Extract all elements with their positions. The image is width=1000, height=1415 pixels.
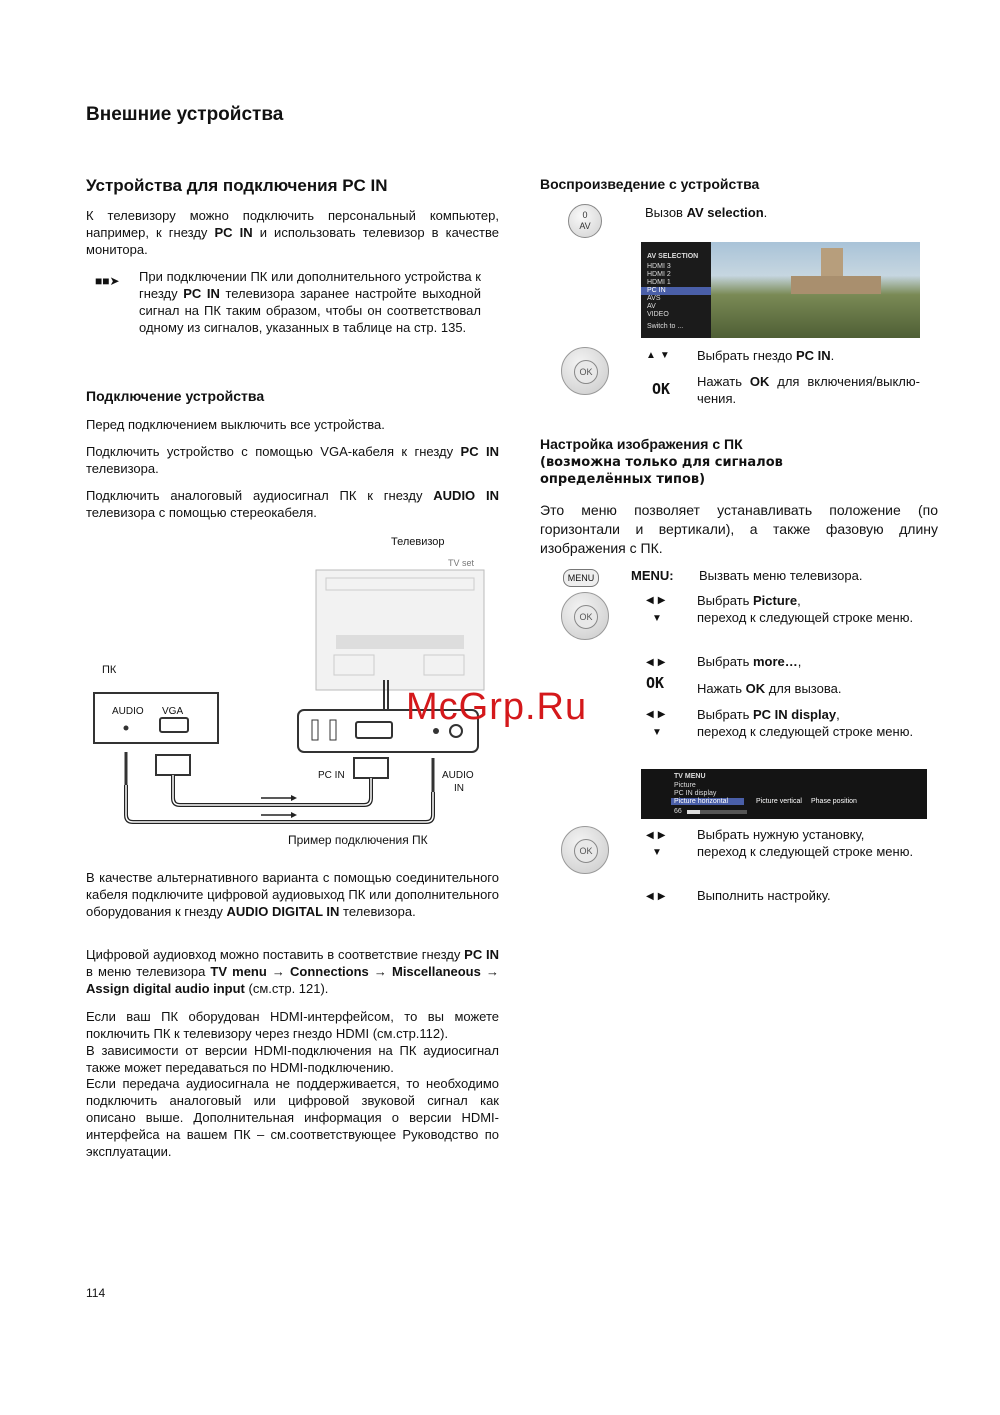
av-menu-footer: Switch to ...: [647, 323, 684, 330]
image-setup-subtitle-2: определённых типов): [540, 472, 706, 487]
paragraph-hdmi-1: Если ваш ПК оборудован HDMI-интерфейсом, то вы можете поключить ПК к телевизору через гнездо HDMI (см.стр.112).: [86, 1009, 499, 1041]
paragraph-hdmi-3: Если передача аудиосигнала не поддерживается, то необходимо подключить аналоговый или цифровой звуковой сигнал как описано выше. Дополнительная информация о версии HDMI-интерфейса на вашем ПК – см.соответствующее Руководство по эксплуатации.: [86, 1076, 499, 1159]
down-arrow-icon: ▼: [652, 613, 666, 624]
tv-menu-slider-fill: [687, 810, 700, 814]
av-menu-item[interactable]: HDMI 3: [647, 263, 671, 270]
navigation-pad-icon: [561, 592, 609, 640]
paragraph-assign-audio: Цифровой аудиовход можно поставить в соответствие гнезду PC IN в меню телевизора TV menu → Connections → Miscellaneous → Assign digital audio input (см.стр. 121).: [86, 947, 499, 996]
image-setup-description: Это меню позволяет устанавливать положение (по горизонтали и вертикали), а также фазовую длину изображения с ПК.: [540, 502, 938, 556]
av-menu-item[interactable]: HDMI 1: [647, 279, 671, 286]
left-right-arrows-icon: ◀▶: [646, 595, 670, 606]
section-title-pc-in: Устройства для подключения PC IN: [86, 176, 388, 195]
left-right-arrows-icon: ◀▶: [646, 830, 670, 841]
call-av-selection: Вызов AV selection.: [645, 205, 768, 220]
ok-key-label: OK: [646, 674, 665, 692]
apply-setting: Выполнить настройку.: [697, 888, 831, 903]
paragraph-hdmi-2: В зависимости от версии HDMI-подключения на ПК аудиосигнал также может передаваться по HDMI-подключению.: [86, 1043, 499, 1075]
ok-navigation-pad-icon: [561, 347, 609, 395]
tv-audio-in-label-2: IN: [454, 783, 464, 794]
press-ok-call: Нажать OK для вызова.: [697, 681, 842, 696]
navigation-pad-icon: [561, 826, 609, 874]
left-right-arrows-icon: ◀▶: [646, 891, 670, 902]
select-pc-in: Выбрать гнездо PC IN.: [697, 348, 835, 363]
press-ok-toggle: Нажать OK для включения/выключения.: [697, 374, 920, 406]
paragraph-power-off: Перед подключением выключить все устройства.: [86, 417, 385, 432]
watermark: McGrp.Ru: [406, 686, 588, 728]
play-title: Воспроизведение с устройства: [540, 176, 760, 192]
intro-paragraph: К телевизору можно подключить персональный компьютер, например, к гнезду PC IN и использовать телевизор в качестве монитора.: [86, 208, 499, 257]
page-number: 114: [86, 1286, 106, 1300]
note-paragraph: При подключении ПК или дополнительного устройства к гнезду PC IN телевизора заранее настройте выходной сигнал на ПК таким образом, чтобы он соответствовал одному из сигналов, указанных в таблице на стр. 135.: [139, 269, 481, 335]
tv-set-label: TV set: [448, 558, 475, 568]
tv-menu-pc-in-display[interactable]: PC IN display: [674, 790, 717, 797]
next-line-text-3: переход к следующей строке меню.: [697, 844, 914, 859]
tv-menu-screenshot: [641, 769, 927, 819]
down-arrow-icon: ▼: [652, 727, 666, 738]
pc-vga-label: VGA: [162, 706, 184, 717]
pc-label: ПК: [102, 664, 117, 676]
av-menu-item[interactable]: AV: [647, 303, 656, 310]
menu-call-text: Вызвать меню телевизора.: [699, 568, 863, 583]
ok-center-icon: OK: [574, 360, 598, 384]
av-button-icon: 0 AV: [568, 204, 602, 238]
pick-pc-in-display: Выбрать PC IN display,: [697, 707, 840, 722]
paragraph-digital-audio: В качестве альтернативного варианта с помощью соединительного кабеля подключите цифровой аудиовыход ПК или дополнительного оборудования к гнезду AUDIO DIGITAL IN телевизора.: [86, 870, 499, 919]
av-menu-item-selected[interactable]: PC IN: [641, 287, 711, 295]
tv-menu-value-slider[interactable]: [687, 810, 747, 814]
paragraph-audio: Подключить аналоговый аудиосигнал ПК к гнезду AUDIO IN телевизора с помощью стереокабеля.: [86, 488, 500, 520]
av-menu-item[interactable]: AVS: [647, 295, 661, 302]
av-menu-item[interactable]: HDMI 2: [647, 271, 671, 278]
tv-menu-picture[interactable]: Picture: [674, 782, 696, 789]
church-building: [791, 276, 881, 294]
pc-audio-label: AUDIO: [112, 706, 144, 717]
menu-button-icon: MENU: [563, 569, 599, 587]
image-setup-subtitle-1: (возможна только для сигналов: [540, 455, 783, 470]
ok-key-label: OK: [652, 380, 671, 398]
tv-label: Телевизор: [391, 536, 445, 548]
down-arrow-icon: ▼: [652, 847, 666, 858]
tv-menu-picture-horizontal[interactable]: Picture horizontal: [671, 798, 744, 805]
tv-menu-phase-position[interactable]: Phase position: [811, 798, 857, 805]
tv-pc-in-label: PC IN: [318, 770, 345, 781]
paragraph-vga: Подключить устройство с помощью VGA-кабеля к гнезду PC IN телевизора.: [86, 444, 499, 476]
pick-picture: Выбрать Picture,: [697, 593, 801, 608]
note-icon: ■■➤: [95, 274, 120, 288]
left-right-arrows-icon: ◀▶: [646, 657, 670, 668]
left-right-arrows-icon: ◀▶: [646, 709, 670, 720]
tv-audio-in-label-1: AUDIO: [442, 770, 474, 781]
image-setup-title: Настройка изображения с ПК: [540, 436, 743, 452]
tv-menu-picture-vertical[interactable]: Picture vertical: [756, 798, 802, 805]
ok-center-icon: OK: [574, 839, 598, 863]
pick-more: Выбрать more…,: [697, 654, 802, 669]
diagram-caption: Пример подключения ПК: [288, 833, 428, 847]
av-menu-item[interactable]: VIDEO: [647, 311, 669, 318]
av-selection-screenshot: [641, 242, 920, 338]
tv-menu-title: TV MENU: [674, 773, 706, 780]
av-menu: AV SELECTION HDMI 3 HDMI 2 HDMI 1 PC IN AVS AV VIDEO Switch to ...: [641, 242, 711, 338]
next-line-text: переход к следующей строке меню.: [697, 610, 914, 625]
pick-setting: Выбрать нужную установку,: [697, 827, 865, 842]
sub-title-connect: Подключение устройства: [86, 388, 265, 404]
up-down-arrows-icon: ▲▼: [646, 350, 674, 361]
ok-center-icon: OK: [574, 605, 598, 629]
menu-key-label: MENU:: [631, 568, 674, 583]
next-line-text-2: переход к следующей строке меню.: [697, 724, 914, 739]
page-title: Внешние устройства: [86, 104, 284, 125]
tv-menu-value: 66: [674, 808, 682, 815]
